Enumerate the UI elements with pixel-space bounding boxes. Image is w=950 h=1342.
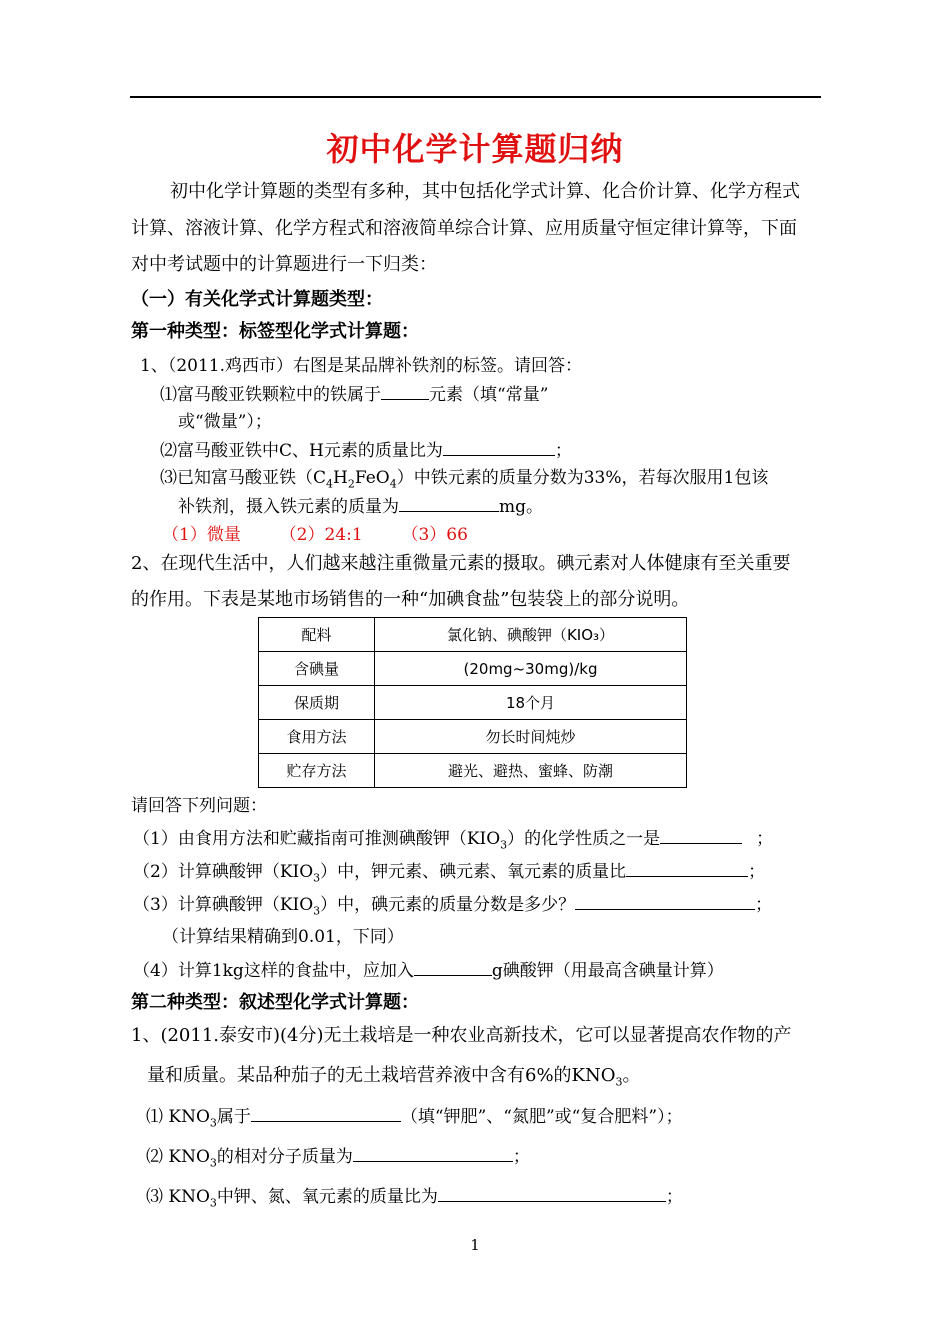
type-heading: 第二种类型：叙述型化学式计算题： — [131, 992, 419, 1013]
part-text: （4）计算1kg这样的食盐中，应加入 — [133, 961, 414, 981]
question-part — [160, 383, 548, 406]
subscript: 3 — [209, 1116, 217, 1130]
salt-info-table — [258, 617, 687, 788]
answer-2: （2）24:1 — [279, 525, 363, 545]
part-text: ； — [665, 1187, 683, 1207]
part-text: ）中铁元素的质量分数为33%，若每次服用1包该 — [396, 468, 769, 488]
question-stem — [147, 1065, 641, 1087]
part-text: 属于 — [216, 1107, 251, 1127]
table-key: 食用方法 — [259, 720, 375, 754]
question-part — [133, 959, 724, 982]
part-text: ⑶已知富马酸亚铁（ — [160, 468, 313, 488]
answer-blank[interactable] — [353, 1145, 513, 1162]
part-text: ； — [756, 829, 774, 849]
question-note: （计算结果精确到0.01，下同） — [162, 927, 404, 947]
question-part — [146, 1105, 683, 1128]
answer-blank[interactable] — [626, 860, 748, 877]
table-row — [259, 618, 687, 652]
question-part — [160, 439, 572, 462]
table-value: 勿长时间炖炒 — [375, 720, 687, 754]
part-text: 。 — [622, 1065, 641, 1086]
table-value: (20mg~30mg)/kg — [375, 652, 687, 686]
table-row — [259, 754, 687, 788]
part-text: ⑴富马酸亚铁颗粒中的铁属于 — [160, 385, 381, 405]
type-heading: 第一种类型：标签型化学式计算题： — [131, 321, 419, 342]
part-text: （1）由食用方法和贮藏指南可推测碘酸钾（KIO — [133, 829, 501, 849]
intro-line: 对中考试题中的计算题进行一下归类： — [131, 254, 437, 275]
chemical-formula: $C_4H_2FeO_4$ — [313, 468, 397, 491]
part-text: ； — [748, 862, 766, 882]
part-text: ； — [512, 1147, 530, 1167]
question-part — [146, 1145, 530, 1168]
answer-blank[interactable] — [399, 495, 499, 512]
part-text: ； — [554, 441, 572, 461]
part-text: ⑵ KNO — [146, 1147, 210, 1167]
part-text: （填“钾肥”、“氮肥”或“复合肥料”）； — [400, 1107, 683, 1127]
subscript: 3 — [313, 871, 321, 885]
part-text: ⑶ KNO — [146, 1187, 210, 1207]
answer-3: （3）66 — [401, 525, 468, 545]
part-text: 元素（填“常量” — [429, 385, 549, 405]
question-part — [178, 495, 543, 518]
question-part — [133, 827, 773, 850]
answer-blank[interactable] — [438, 1185, 666, 1202]
table-key: 贮存方法 — [259, 754, 375, 788]
part-text: ⑵富马酸亚铁中C、H元素的质量比为 — [160, 441, 443, 461]
part-text: （3）计算碘酸钾（KIO — [133, 895, 314, 915]
answer-line — [162, 524, 468, 546]
subscript: 3 — [209, 1196, 217, 1210]
part-text: mg。 — [499, 497, 544, 517]
part-text: （2）计算碘酸钾（KIO — [133, 862, 314, 882]
subscript: 3 — [209, 1156, 217, 1170]
answer-blank[interactable] — [414, 959, 492, 976]
question-part: 或“微量”）； — [178, 412, 272, 432]
question-stem: 1、(2011.泰安市)(4分)无土栽培是一种农业高新技术，它可以显著提高农作物的产 — [131, 1025, 792, 1046]
header-rule — [130, 96, 821, 98]
table-value: 避光、避热、蜜蜂、防潮 — [375, 754, 687, 788]
question-part — [133, 860, 765, 883]
part-text: 补铁剂，摄入铁元素的质量为 — [178, 497, 399, 517]
intro-line: 计算、溶液计算、化学方程式和溶液简单综合计算、应用质量守恒定律计算等，下面 — [131, 218, 797, 239]
part-text: 的相对分子质量为 — [216, 1147, 353, 1167]
page-title: 初中化学计算题归纳 — [326, 130, 624, 168]
subscript: 3 — [500, 838, 508, 852]
table-value: 氯化钠、碘酸钾（KIO₃） — [375, 618, 687, 652]
part-text: ）的化学性质之一是 — [507, 829, 661, 849]
part-text: g碘酸钾（用最高含碘量计算） — [491, 961, 724, 981]
question-stem: 2、在现代生活中，人们越来越注重微量元素的摄取。碘元素对人体健康有至关重要 — [131, 553, 791, 574]
part-text: 中钾、氮、氧元素的质量比为 — [216, 1187, 438, 1207]
table-value: 18个月 — [375, 686, 687, 720]
part-text: ）中，碘元素的质量分数是多少？ — [320, 895, 576, 915]
table-key: 配料 — [259, 618, 375, 652]
part-text: ）中，钾元素、碘元素、氧元素的质量比 — [320, 862, 627, 882]
answer-blank[interactable] — [660, 827, 742, 844]
intro-line: 初中化学计算题的类型有多种，其中包括化学式计算、化合价计算、化学方程式 — [170, 181, 800, 202]
page-number: 1 — [470, 1236, 480, 1254]
part-text: ⑴ KNO — [146, 1107, 210, 1127]
question-part — [160, 467, 768, 489]
answer-blank[interactable] — [381, 383, 429, 400]
answer-blank[interactable] — [575, 893, 755, 910]
answer-blank[interactable] — [443, 439, 555, 456]
table-key: 保质期 — [259, 686, 375, 720]
table-row — [259, 720, 687, 754]
table-key: 含碘量 — [259, 652, 375, 686]
part-text: ； — [755, 895, 773, 915]
table-row — [259, 686, 687, 720]
question-stem: 1、（2011.鸡西市）右图是某品牌补铁剂的标签。请回答： — [140, 356, 582, 376]
question-stem: 的作用。下表是某地市场销售的一种“加碘食盐”包装袋上的部分说明。 — [131, 589, 690, 610]
question-prompt: 请回答下列问题： — [131, 796, 267, 816]
question-part — [146, 1185, 683, 1208]
question-part — [133, 893, 772, 916]
subscript: 3 — [313, 904, 321, 918]
table-row — [259, 652, 687, 686]
answer-blank[interactable] — [251, 1105, 401, 1122]
part-text: 量和质量。某品种茄子的无土栽培营养液中含有6%的KNO — [147, 1065, 616, 1086]
subscript: 3 — [615, 1075, 623, 1089]
section-heading: （一）有关化学式计算题类型： — [131, 289, 383, 310]
answer-1: （1）微量 — [162, 525, 241, 545]
